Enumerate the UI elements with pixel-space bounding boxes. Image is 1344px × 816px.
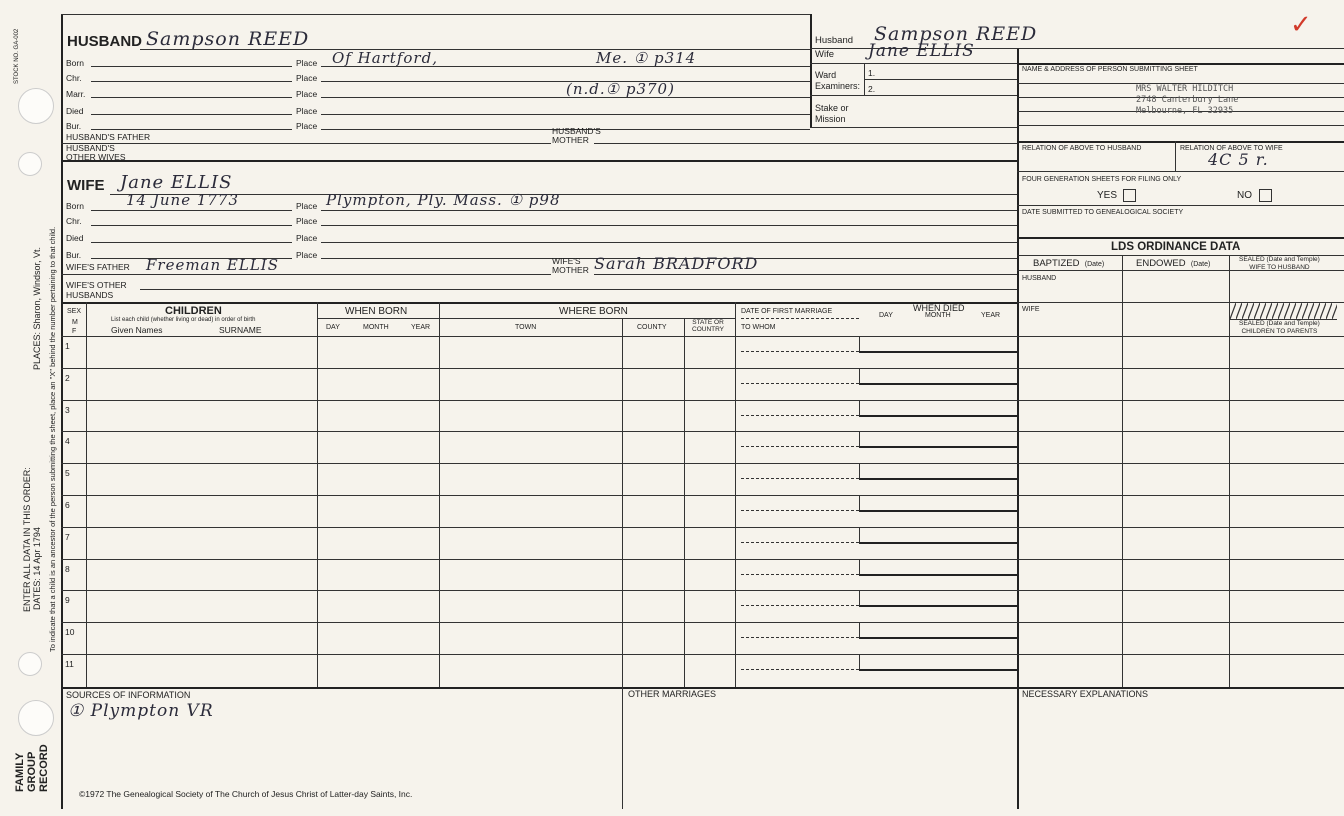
punch-hole xyxy=(18,152,42,176)
born-year-label: YEAR xyxy=(411,324,431,331)
lds-title: LDS ORDINANCE DATA xyxy=(1111,241,1241,253)
died-day-label: DAY xyxy=(879,312,893,319)
husband-died-place-label: Place xyxy=(296,106,318,116)
other-marriages-label: OTHER MARRIAGES xyxy=(628,689,717,699)
wife-label: WIFE xyxy=(67,177,105,194)
child-row-divider xyxy=(61,368,1344,369)
endowed-label: ENDOWED (Date) xyxy=(1136,258,1211,269)
children-title: CHILDREN xyxy=(165,305,222,317)
husband-name: Sampson REED xyxy=(146,28,310,50)
child-row-number: 7 xyxy=(65,531,70,542)
child-marriage-line xyxy=(741,351,859,352)
family-group-record: FAMILY GROUP RECORD xyxy=(14,744,50,792)
state-label: STATE OR COUNTRY xyxy=(692,319,725,333)
sealed-children-label: SEALED (Date and Temple) CHILDREN TO PARENTS xyxy=(1239,320,1320,335)
when-died-label: WHEN DIED xyxy=(913,303,965,313)
enter-all-note: ENTER ALL DATA IN THIS ORDER: xyxy=(22,467,32,612)
child-marriage-line xyxy=(741,415,859,416)
wife-bur-label: Bur. xyxy=(66,250,82,260)
child-died-bracket xyxy=(859,527,1018,544)
town-label: TOWN xyxy=(515,324,537,331)
submitter-city: Melbourne, FL 32935 xyxy=(1136,106,1234,116)
born-month-label: MONTH xyxy=(363,324,389,331)
explanations-label: NECESSARY EXPLANATIONS xyxy=(1022,689,1149,699)
wife-born-place-label: Place xyxy=(296,201,318,211)
where-born-label: WHERE BORN xyxy=(559,306,628,317)
husband-mother-label: HUSBAND'S MOTHER xyxy=(552,126,601,145)
sealed-wife-label: SEALED (Date and Temple) WIFE TO HUSBAND xyxy=(1239,256,1320,271)
wife-born-place: Plympton, Ply. Mass. ① p98 xyxy=(326,191,561,209)
child-row-divider xyxy=(61,431,1344,432)
sex-f-label: F xyxy=(72,328,77,335)
husband-other-wives-label: HUSBAND'S OTHER WIVES xyxy=(66,143,126,162)
submitter-street: 2748 Canterbury Lane xyxy=(1136,95,1239,105)
husband-chr-label: Chr. xyxy=(66,73,82,83)
died-year-label: YEAR xyxy=(981,312,1001,319)
child-died-bracket xyxy=(859,336,1018,353)
relation-husband-label: RELATION OF ABOVE TO HUSBAND xyxy=(1022,145,1142,152)
husband-born-place: Of Hartford, xyxy=(332,49,438,67)
wife-bur-place-label: Place xyxy=(296,250,318,260)
submitter-label: NAME & ADDRESS OF PERSON SUBMITTING SHEET xyxy=(1022,66,1198,73)
child-died-bracket xyxy=(859,431,1018,448)
stake-label: Stake or Mission xyxy=(815,103,849,124)
examiner-1: 1. xyxy=(868,68,876,78)
wife-name: Jane ELLIS xyxy=(120,172,233,193)
wife-other-husbands-label: WIFE'S OTHER HUSBANDS xyxy=(66,280,127,300)
baptized-label: BAPTIZED (Date) xyxy=(1033,258,1105,269)
husband-marr-place-label: Place xyxy=(296,89,318,99)
sources-value: ① Plympton VR xyxy=(68,701,214,721)
child-row-divider xyxy=(61,463,1344,464)
places-note: PLACES: Sharon, Windsor, Vt. xyxy=(32,246,42,370)
relation-wife-label: RELATION OF ABOVE TO WIFE xyxy=(1180,145,1283,152)
child-marriage-line xyxy=(741,669,859,670)
child-row-number: 5 xyxy=(65,468,70,479)
child-row-divider xyxy=(61,622,1344,623)
child-row-number: 8 xyxy=(65,563,70,574)
ward-label: Ward xyxy=(815,70,837,80)
wife-chr-place-label: Place xyxy=(296,216,318,226)
wife-mother-label: WIFE'S MOTHER xyxy=(552,256,589,275)
child-died-bracket xyxy=(859,400,1018,417)
child-row-divider xyxy=(61,400,1344,401)
lds-wife-label: WIFE xyxy=(1022,306,1040,313)
husband-born-note: Me. ① p314 xyxy=(596,49,697,67)
child-marriage-line xyxy=(741,383,859,384)
punch-hole xyxy=(18,700,54,736)
husband-label: HUSBAND xyxy=(67,33,142,50)
indicate-note: To indicate that a child is an ancestor of the person submitting the sheet, place an "X" behind the number pertaining to that child. xyxy=(48,226,57,652)
died-month-label: MONTH xyxy=(925,312,951,319)
four-gen-label: FOUR GENERATION SHEETS FOR FILING ONLY xyxy=(1022,176,1182,183)
husband-short-label: Husband xyxy=(815,35,854,46)
submitter-name: MRS WALTER HILDITCH xyxy=(1136,84,1234,94)
child-marriage-line xyxy=(741,637,859,638)
wife-father-label: WIFE'S FATHER xyxy=(66,262,130,272)
lds-husband-label: HUSBAND xyxy=(1022,275,1057,282)
child-marriage-line xyxy=(741,574,859,575)
child-marriage-line xyxy=(741,542,859,543)
child-row-number: 10 xyxy=(65,627,75,638)
examiners-label: Examiners: xyxy=(815,81,861,91)
child-row-number: 3 xyxy=(65,404,70,415)
child-died-bracket xyxy=(859,368,1018,385)
when-born-label: WHEN BORN xyxy=(345,306,408,317)
sources-label: SOURCES OF INFORMATION xyxy=(66,690,191,700)
child-died-bracket xyxy=(859,590,1018,607)
surname-label: SURNAME xyxy=(219,325,262,335)
child-row-divider xyxy=(61,654,1344,655)
child-died-bracket xyxy=(859,559,1018,576)
child-died-bracket xyxy=(859,654,1018,671)
husband-born-label: Born xyxy=(66,58,84,68)
to-whom-label: TO WHOM xyxy=(741,324,776,331)
husband-marr-note: (n.d.① p370) xyxy=(566,80,675,98)
husband-short-name: Sampson REED xyxy=(874,23,1038,45)
first-marriage-label: DATE OF FIRST MARRIAGE xyxy=(741,308,833,315)
child-died-bracket xyxy=(859,622,1018,639)
wife-died-label: Died xyxy=(66,233,84,243)
punch-hole xyxy=(18,652,42,676)
child-marriage-line xyxy=(741,510,859,511)
checkmark: ✓ xyxy=(1290,10,1313,40)
county-label: COUNTY xyxy=(637,324,667,331)
husband-marr-label: Marr. xyxy=(66,89,86,99)
child-row-number: 6 xyxy=(65,500,70,510)
child-row-number: 11 xyxy=(65,659,74,669)
husband-father-label: HUSBAND'S FATHER xyxy=(66,132,151,142)
no-checkbox[interactable] xyxy=(1259,189,1272,202)
date-submitted-label: DATE SUBMITTED TO GENEALOGICAL SOCIETY xyxy=(1022,209,1184,216)
relation-wife: 4C 5 r. xyxy=(1208,150,1269,169)
child-marriage-line xyxy=(741,446,859,447)
child-marriage-line xyxy=(741,605,859,606)
child-row-number: 4 xyxy=(65,436,70,447)
husband-born-place-label: Place xyxy=(296,58,318,68)
child-row-number: 9 xyxy=(65,595,70,606)
sex-m-label: M xyxy=(72,319,78,326)
examiner-2: 2. xyxy=(868,84,876,94)
husband-bur-place-label: Place xyxy=(296,121,318,131)
hatched-cell xyxy=(1230,303,1337,319)
child-row-divider xyxy=(61,590,1344,591)
child-died-bracket xyxy=(859,495,1018,512)
child-row-number: 2 xyxy=(65,372,70,383)
wife-mother: Sarah BRADFORD xyxy=(594,254,759,273)
husband-chr-place-label: Place xyxy=(296,73,318,83)
wife-born-date: 14 June 1773 xyxy=(126,191,240,209)
yes-label: YES xyxy=(1097,190,1118,201)
dates-note: DATES: 14 Apr 1794 xyxy=(32,527,42,610)
husband-died-label: Died xyxy=(66,106,84,116)
wife-short-name: Jane ELLIS xyxy=(868,41,975,61)
stock-number: STOCK NO. GA-002 xyxy=(14,28,20,84)
child-died-bracket xyxy=(859,463,1018,480)
child-row-number: 1 xyxy=(65,341,70,351)
child-row-divider xyxy=(61,527,1344,528)
wife-born-label: Born xyxy=(66,201,84,211)
children-subtitle: List each child (whether living or dead) in order of birth xyxy=(111,317,256,323)
yes-checkbox[interactable] xyxy=(1123,189,1136,202)
child-marriage-line xyxy=(741,478,859,479)
wife-short-label: Wife xyxy=(815,49,834,60)
sex-label: SEX xyxy=(67,308,82,315)
wife-died-place-label: Place xyxy=(296,233,318,243)
husband-bur-label: Bur. xyxy=(66,121,82,131)
no-label: NO xyxy=(1237,190,1252,201)
child-row-divider xyxy=(61,559,1344,560)
punch-hole xyxy=(18,88,54,124)
wife-father: Freeman ELLIS xyxy=(146,256,279,274)
copyright: ©1972 The Genealogical Society of The Church of Jesus Christ of Latter-day Saints, Inc. xyxy=(79,789,413,799)
born-day-label: DAY xyxy=(326,324,340,331)
child-row-divider xyxy=(61,495,1344,496)
wife-chr-label: Chr. xyxy=(66,216,82,226)
given-names-label: Given Names xyxy=(111,325,163,335)
